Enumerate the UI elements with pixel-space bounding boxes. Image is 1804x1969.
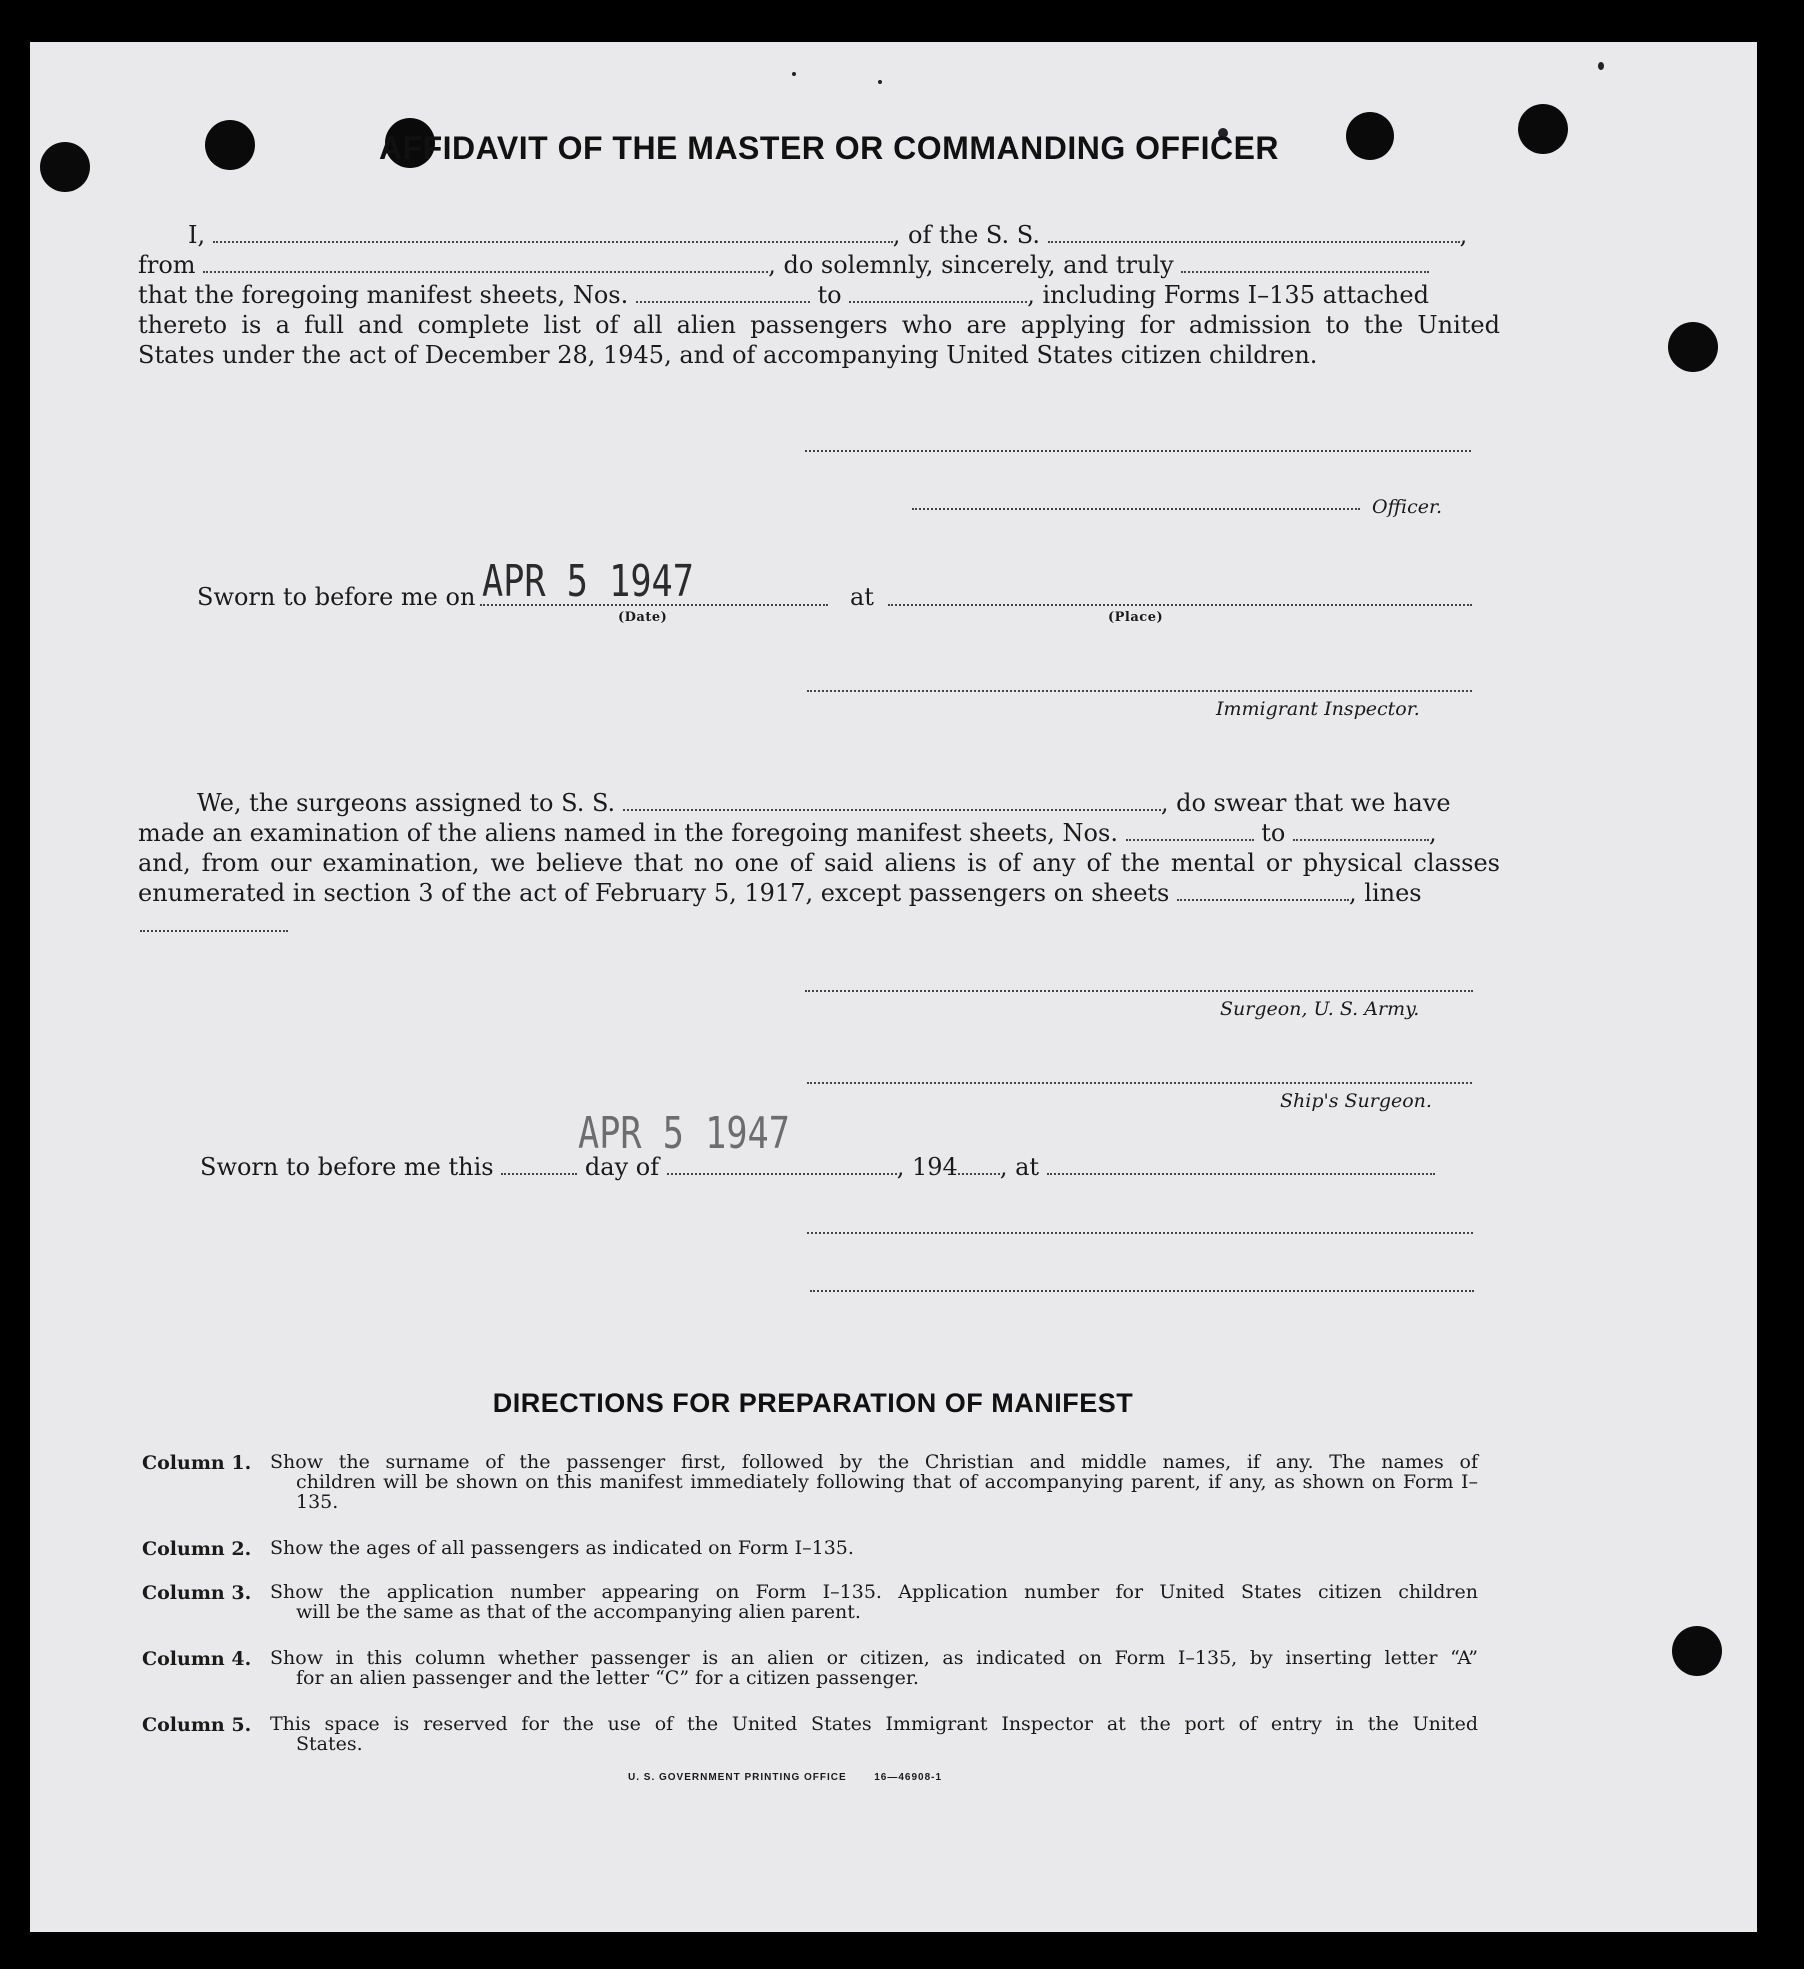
punch-hole bbox=[1672, 1626, 1722, 1676]
at-label-2: , at bbox=[999, 1153, 1040, 1181]
day-of-label: day of bbox=[584, 1153, 660, 1181]
year-label: , 194 bbox=[896, 1153, 958, 1181]
document-page bbox=[30, 42, 1757, 1932]
surgeons-line-1 bbox=[197, 788, 1500, 818]
column-2-text-first: Show the ages of all passengers as indicated on Form I–135. bbox=[270, 1537, 854, 1559]
surgeons-line-2 bbox=[138, 818, 1500, 848]
sworn-this-label: Sworn to before me this bbox=[200, 1153, 494, 1181]
ships-surgeon-label: Ship's Surgeon. bbox=[1280, 1090, 1432, 1112]
column-4-label: Column 4. bbox=[142, 1648, 252, 1670]
surgeons-line-4 bbox=[138, 878, 1500, 908]
ships-surgeon-signature-line[interactable] bbox=[807, 1082, 1472, 1084]
year-field[interactable] bbox=[958, 1155, 1000, 1175]
column-1-label: Column 1. bbox=[142, 1452, 252, 1474]
date-stamp-faded: APR 5 1947 bbox=[578, 1108, 790, 1159]
comma: , bbox=[1459, 221, 1468, 249]
to-label: to bbox=[817, 281, 842, 309]
column-5-label: Column 5. bbox=[142, 1714, 252, 1736]
column-2-label: Column 2. bbox=[142, 1538, 252, 1560]
column-3-text-first: Show the application number appearing on Form I–135. Application number for United States citizen children bbox=[270, 1581, 1478, 1603]
enumerated-label: enumerated in section 3 of the act of February 5, 1917, except passengers on sheets bbox=[138, 879, 1170, 907]
date-field[interactable] bbox=[480, 604, 828, 606]
surgeons-assigned-label: We, the surgeons assigned to S. S. bbox=[197, 789, 616, 817]
affidavit-line-1 bbox=[188, 220, 1500, 250]
surgeon-us-army-label: Surgeon, U. S. Army. bbox=[1220, 998, 1420, 1020]
punch-hole bbox=[205, 120, 255, 170]
of-ss-label: , of the S. S. bbox=[892, 221, 1040, 249]
column-1-text-first: Show the surname of the passenger first, followed by the Christian and middle names, if any. The names of bbox=[270, 1451, 1478, 1473]
ship-name-field[interactable] bbox=[1048, 223, 1460, 243]
ink-speck bbox=[1598, 62, 1604, 70]
exam-sheet-from-field[interactable] bbox=[1126, 821, 1254, 841]
signature-line[interactable] bbox=[807, 1232, 1473, 1234]
surgeon-ship-field[interactable] bbox=[623, 791, 1161, 811]
officer-label: Officer. bbox=[1372, 496, 1443, 518]
place-caption: (Place) bbox=[1108, 610, 1164, 625]
examination-label: made an examination of the aliens named in the foregoing manifest sheets, Nos. bbox=[138, 819, 1118, 847]
place-field[interactable] bbox=[888, 604, 1472, 606]
printer-credit bbox=[628, 1772, 942, 1783]
except-sheets-field[interactable] bbox=[1177, 881, 1349, 901]
master-name-field[interactable] bbox=[213, 223, 893, 243]
column-1-text-rest: children will be shown on this manifest immediately following that of accompanying parent, if any, as shown on Form I–135. bbox=[296, 1471, 1478, 1513]
affidavit-line-5: States under the act of December 28, 1945, and of accompanying United States citizen children. bbox=[138, 341, 1318, 369]
comma: , bbox=[1428, 819, 1437, 847]
exam-sheet-to-field[interactable] bbox=[1293, 821, 1429, 841]
column-3-text-rest: will be the same as that of the accompanying alien parent. bbox=[296, 1601, 861, 1623]
inspector-signature-line[interactable] bbox=[807, 690, 1472, 692]
affidavit-line-4: thereto is a full and complete list of all alien passengers who are applying for admission to the United bbox=[138, 311, 1500, 339]
column-5-text-first: This space is reserved for the use of the United States Immigrant Inspector at the port of entry in the United bbox=[270, 1713, 1478, 1735]
do-swear-label: , do swear that we have bbox=[1160, 789, 1451, 817]
punch-hole bbox=[1668, 322, 1718, 372]
immigrant-inspector-label: Immigrant Inspector. bbox=[1216, 698, 1420, 720]
army-surgeon-signature-line[interactable] bbox=[805, 990, 1473, 992]
punch-hole bbox=[1346, 112, 1394, 160]
affidavit-line-3 bbox=[138, 280, 1500, 310]
truly-field[interactable] bbox=[1181, 253, 1429, 273]
ink-speck bbox=[792, 72, 796, 76]
affidavit-line-2 bbox=[138, 250, 1500, 280]
lines-field[interactable] bbox=[140, 930, 288, 932]
from-label: from bbox=[138, 251, 196, 279]
document-title: AFFIDAVIT OF THE MASTER OR COMMANDING OFFICER bbox=[378, 130, 1280, 166]
manifest-sheets-label: that the foregoing manifest sheets, Nos. bbox=[138, 281, 629, 309]
form-number: 16—46908-1 bbox=[874, 1772, 943, 1783]
to-label-2: to bbox=[1261, 819, 1286, 847]
lines-label: , lines bbox=[1349, 879, 1422, 907]
solemnly-label: , do solemnly, sincerely, and truly bbox=[768, 251, 1174, 279]
at-label: at bbox=[850, 583, 874, 611]
sheet-from-field[interactable] bbox=[636, 283, 810, 303]
sworn-before-me-on: Sworn to before me on bbox=[197, 583, 476, 611]
from-port-field[interactable] bbox=[203, 253, 768, 273]
signature-line[interactable] bbox=[805, 450, 1471, 452]
punch-hole bbox=[1518, 104, 1568, 154]
punch-hole bbox=[40, 142, 90, 192]
month-field[interactable] bbox=[667, 1155, 897, 1175]
sheet-to-field[interactable] bbox=[849, 283, 1027, 303]
column-3-label: Column 3. bbox=[142, 1582, 252, 1604]
signature-line[interactable] bbox=[810, 1290, 1474, 1292]
including-forms-label: , including Forms I–135 attached bbox=[1027, 281, 1429, 309]
sworn-line-2 bbox=[200, 1152, 1500, 1182]
column-4-text-rest: for an alien passenger and the letter “C” for a citizen passenger. bbox=[296, 1667, 919, 1689]
ink-speck bbox=[878, 80, 882, 84]
sworn-place-field[interactable] bbox=[1047, 1155, 1435, 1175]
officer-signature-line[interactable] bbox=[912, 508, 1360, 510]
date-caption: (Date) bbox=[618, 610, 668, 625]
surgeons-line-3: and, from our examination, we believe that no one of said aliens is of any of the mental or physical classes bbox=[138, 849, 1500, 877]
printer-label: U. S. GOVERNMENT PRINTING OFFICE bbox=[628, 1772, 847, 1783]
affidavit-i-label: I, bbox=[188, 221, 206, 249]
directions-title: DIRECTIONS FOR PREPARATION OF MANIFEST bbox=[492, 1388, 1134, 1418]
column-4-text-first: Show in this column whether passenger is an alien or citizen, as indicated on Form I–135, by inserting letter “A” bbox=[270, 1647, 1478, 1669]
day-field[interactable] bbox=[501, 1155, 577, 1175]
date-stamp: APR 5 1947 bbox=[482, 556, 694, 607]
column-5-text-rest: States. bbox=[296, 1733, 363, 1755]
